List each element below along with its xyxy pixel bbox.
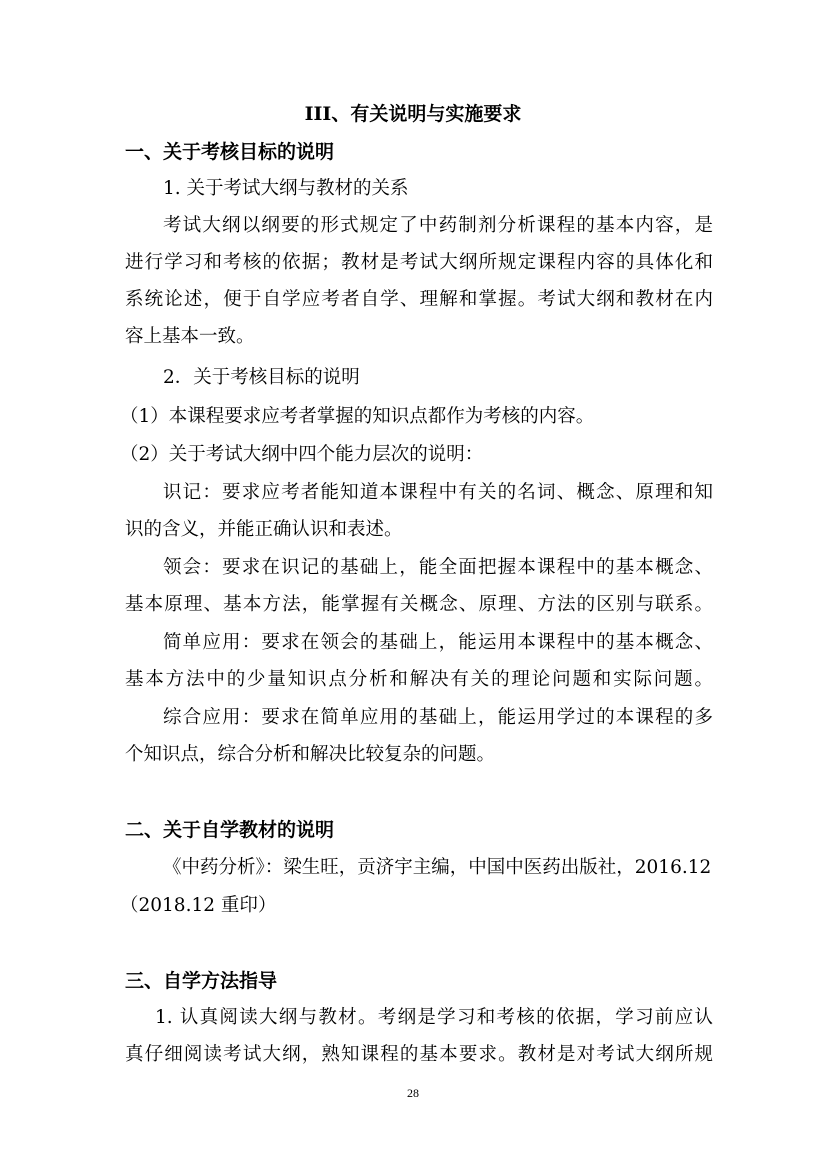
item2-title: 2．关于考核目标的说明	[163, 367, 360, 388]
textbook-citation: 《中药分析》：梁生旺，贡济宇主编，中国中医药出版社，2016.12	[163, 857, 712, 878]
paragraph-line: 1. 认真阅读大纲与教材。考纲是学习和考核的依据，学习前应认	[155, 1007, 713, 1028]
textbook-citation-reprint: （2018.12 重印）	[120, 895, 277, 916]
paragraph-line: 进行学习和考核的依据；教材是考试大纲所规定课程内容的具体化和	[125, 252, 713, 273]
section2-heading: 二、关于自学教材的说明	[125, 819, 335, 841]
section3-heading: 三、自学方法指导	[125, 970, 278, 992]
paragraph-line: 基本原理、基本方法，能掌握有关概念、原理、方法的区别与联系。	[125, 594, 713, 615]
paragraph-line: 容上基本一致。	[125, 326, 255, 347]
paragraph-line: 识的含义，并能正确认识和表述。	[125, 519, 403, 540]
paragraph-line: 识记：要求应考者能知道本课程中有关的名词、概念、原理和知	[163, 482, 713, 503]
paragraph-line: 真仔细阅读考试大纲，熟知课程的基本要求。教材是对考试大纲所规	[125, 1044, 713, 1065]
paragraph-line: 基本方法中的少量知识点分析和解决有关的理论问题和实际问题。	[125, 669, 713, 690]
paragraph-line: 领会：要求在识记的基础上，能全面把握本课程中的基本概念、	[163, 557, 713, 578]
sub-item-1: （1）本课程要求应考者掌握的知识点都作为考核的内容。	[120, 406, 595, 427]
page-title: III、有关说明与实施要求	[304, 103, 522, 125]
section1-heading: 一、关于考核目标的说明	[125, 141, 335, 163]
item1-title: 1. 关于考试大纲与教材的关系	[163, 178, 409, 199]
paragraph-line: 系统论述，便于自学应考者自学、理解和掌握。考试大纲和教材在内	[125, 289, 713, 310]
paragraph-line: 综合应用：要求在简单应用的基础上，能运用学过的本课程的多	[163, 707, 713, 728]
paragraph-line: 个知识点，综合分析和解决比较复杂的问题。	[125, 744, 496, 765]
paragraph-line: 简单应用：要求在领会的基础上，能运用本课程中的基本概念、	[163, 632, 713, 653]
page-number: 28	[407, 1086, 419, 1100]
sub-item-2: （2）关于考试大纲中四个能力层次的说明：	[120, 444, 484, 465]
paragraph-line: 考试大纲以纲要的形式规定了中药制剂分析课程的基本内容，是	[163, 215, 713, 236]
